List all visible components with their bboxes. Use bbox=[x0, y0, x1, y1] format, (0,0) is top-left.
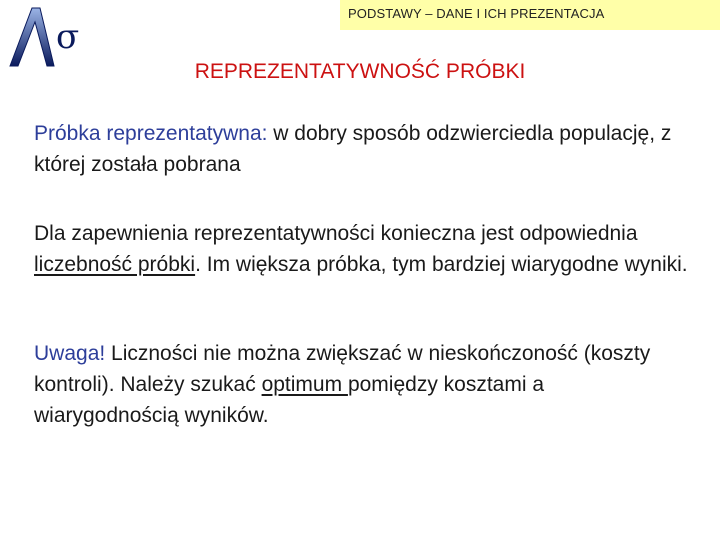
sample-size-underlined: liczebność próbki bbox=[34, 253, 196, 276]
logo-sigma: σ bbox=[56, 17, 80, 57]
sample-size-intro: Dla zapewnienia reprezentatywności konieczna jest odpowiednia bbox=[34, 222, 638, 245]
paragraph-sample-size bbox=[34, 218, 694, 280]
paragraph-note bbox=[34, 338, 694, 431]
note-outro: pomiędzy kosztami a wiarygodnością wyników. bbox=[34, 373, 545, 427]
definition-text: w dobry sposób odzwierciedla populację, z której została pobrana bbox=[34, 122, 672, 176]
header-label: PODSTAWY – DANE I ICH PREZENTACJA bbox=[348, 6, 605, 21]
paragraph-representative-sample bbox=[34, 118, 694, 180]
note-text: Liczności nie można zwiększać w nieskończoność (koszty kontroli). Należy szukać bbox=[34, 342, 651, 396]
slide-title: REPREZENTATYWNOŚĆ PRÓBKI bbox=[194, 60, 526, 83]
sample-size-outro: . Im większa próbka, tym bardziej wiarygodne wyniki. bbox=[195, 253, 688, 276]
note-label: Uwaga! bbox=[34, 342, 106, 365]
term-representative-sample: Próbka reprezentatywna: bbox=[34, 122, 268, 145]
optimum-underlined: optimum bbox=[261, 373, 348, 396]
